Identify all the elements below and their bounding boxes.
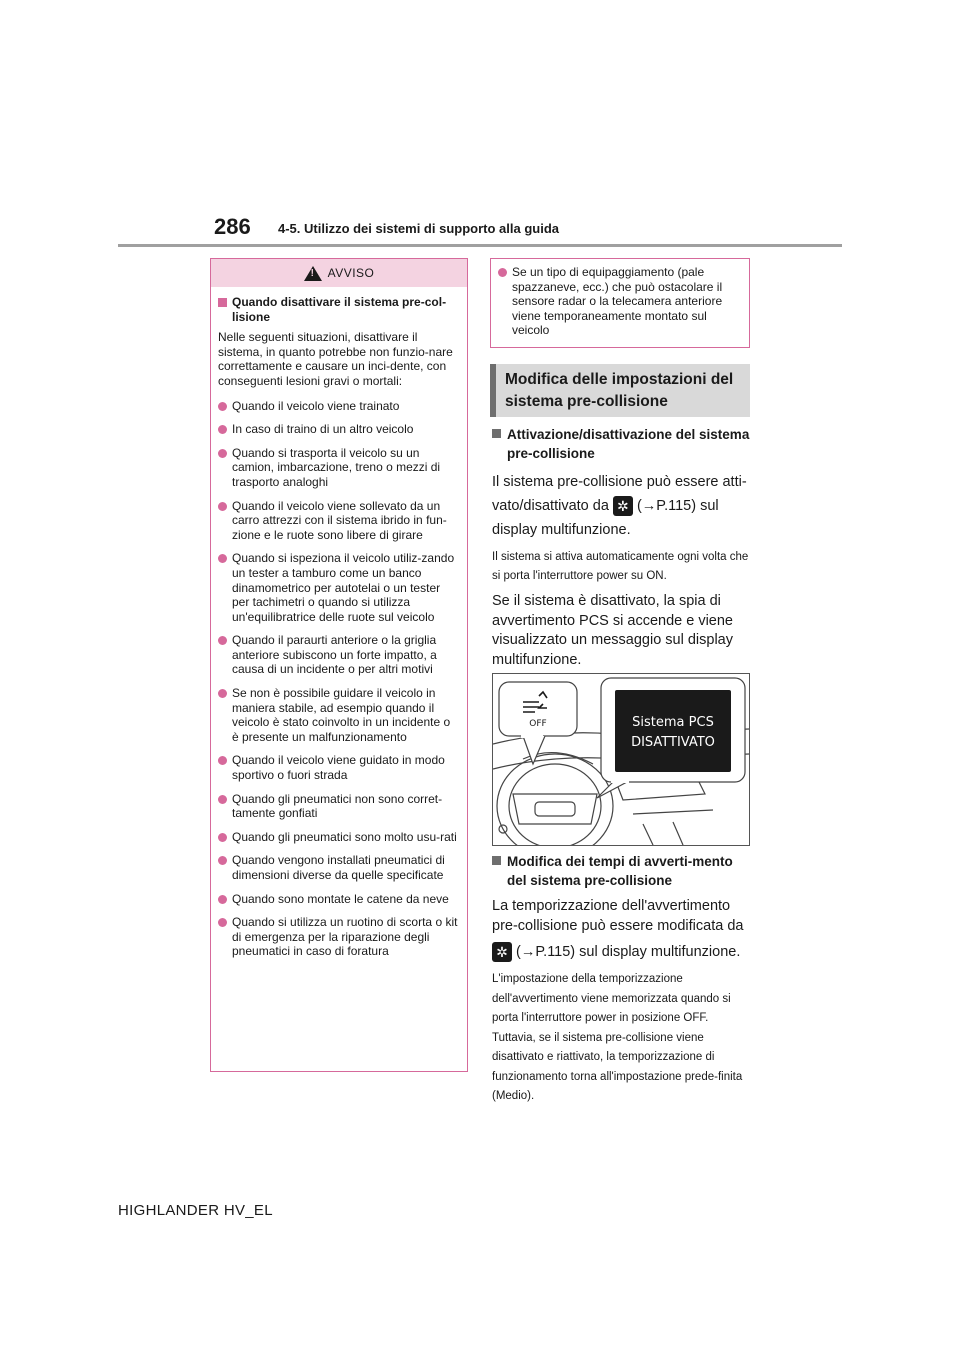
display-line-2: DISATTIVATO	[631, 735, 715, 750]
dashboard-drawing	[493, 674, 749, 845]
list-item: Quando si utilizza un ruotino di scorta o kit di emergenza per la riparazione degli pneumatici in caso di foratura	[218, 915, 459, 959]
bullet-dot-icon	[218, 636, 227, 645]
warning-intro: Nelle seguenti situazioni, disattivare il sistema, in quanto potrebbe non funzio-nare correttamente e causare un inci-dente, con conseguenti lesioni gravi o mortali:	[218, 330, 453, 388]
subsection-title: Attivazione/disattivazione del sistema pre-collisione	[492, 425, 754, 463]
list-item: Quando vengono installati pneumatici di dimensioni diverse da quelle specificate	[218, 853, 459, 882]
footer-model: HIGHLANDER HV_EL	[118, 1202, 273, 1219]
gear-icon: ✲	[613, 496, 633, 516]
paragraph: La temporizzazione dell'avvertimento pre-collisione può essere modificata da ✲ (→P.115) sul display multifunzione.	[492, 898, 744, 961]
display-screen	[615, 690, 731, 772]
list-item: In caso di traino di un altro veicolo	[218, 422, 459, 437]
section-heading: Modifica delle impostazioni del sistema pre-collisione	[490, 364, 750, 417]
header-rule	[118, 244, 842, 247]
bullet-dot-icon	[218, 756, 227, 765]
list-item: Quando si trasporta il veicolo su un camion, imbarcazione, treno o mezzi di trasporto analoghi	[218, 446, 459, 490]
bullet-dot-icon	[218, 402, 227, 411]
subsection-timing	[492, 852, 754, 1107]
page-number: 286	[214, 214, 251, 239]
bullet-dot-icon	[498, 268, 507, 277]
bullet-dot-icon	[218, 918, 227, 927]
gear-icon: ✲	[492, 942, 512, 962]
bullet-dot-icon	[218, 689, 227, 698]
dashboard-illustration	[492, 673, 750, 846]
list-item: Quando il veicolo viene sollevato da un carro attrezzi con il sistema ibrido in fun-zione e le ruote sono libere di girare	[218, 499, 459, 543]
bullet-dot-icon	[218, 554, 227, 563]
warning-label: AVVISO	[327, 266, 375, 280]
list-item: Quando gli pneumatici sono molto usu-rati	[218, 830, 459, 845]
list-item: Quando il veicolo viene guidato in modo sportivo o fuori strada	[218, 753, 459, 782]
display-line-1: Sistema PCS	[632, 715, 714, 730]
note: Il sistema si attiva automaticamente ogni volta che si porta l'interruttore power su ON.	[492, 551, 749, 582]
warning-triangle-icon	[304, 266, 322, 281]
icon-off-text: OFF	[529, 719, 547, 729]
warning-list	[218, 399, 459, 959]
list-item: Quando sono montate le catene da neve	[218, 892, 459, 907]
list-item: Se un tipo di equipaggiamento (pale spazzaneve, ecc.) che può ostacolare il sensore radar o la telecamera anteriore viene temporaneamente montato sul veicolo	[498, 265, 741, 338]
list-item: Quando gli pneumatici non sono corret-tamente gonfiati	[218, 792, 459, 821]
subsection-title: Modifica dei tempi di avverti-mento del sistema pre-collisione	[492, 852, 754, 890]
note: L'impostazione della temporizzazione dell'avvertimento viene memorizzata quando si porta l'interruttore power in posizione OFF. Tuttavia, se il sistema pre-collisione viene disattivato e riattivato, la temporizzazione di funzionamento torna all'impostazione prede-finita (Medio).	[492, 973, 743, 1103]
list-item: Se non è possibile guidare il veicolo in maniera stabile, ad esempio quando il veicolo è stato coinvolto in un incidente o è presente un malfunzionamento	[218, 686, 459, 744]
section-title: 4-5. Utilizzo dei sistemi di supporto alla guida	[278, 221, 559, 236]
list-item: Quando il paraurti anteriore o la griglia anteriore subiscono un forte impatto, a causa di un incidente o per altri motivi	[218, 633, 459, 677]
bullet-dot-icon	[218, 795, 227, 804]
bullet-dot-icon	[218, 856, 227, 865]
paragraph: Il sistema pre-collisione può essere atti-vato/disattivato da ✲ (→P.115) sul display multifunzione.	[492, 474, 747, 538]
bullet-dot-icon	[218, 502, 227, 511]
warning-body	[211, 287, 467, 959]
warning-subheading: Quando disattivare il sistema pre-col-lisione	[218, 295, 459, 324]
paragraph: Se il sistema è disattivato, la spia di avvertimento PCS si accende e viene visualizzato un messaggio sul display multifunzione.	[492, 593, 733, 668]
square-bullet-icon	[492, 856, 501, 865]
list-item: Quando si ispeziona il veicolo utiliz-zando un tester a tamburo come un banco dinamometrico per autotelai o un tester per tachimetri o quando si utilizza un'equilibratrice delle ruote sul veicolo	[218, 551, 459, 624]
bullet-dot-icon	[218, 449, 227, 458]
square-bullet-icon	[218, 298, 227, 307]
bullet-dot-icon	[218, 833, 227, 842]
warning-header	[211, 259, 467, 287]
list-item: Quando il veicolo viene trainato	[218, 399, 459, 414]
square-bullet-icon	[492, 429, 501, 438]
warning-continuation-box	[490, 258, 750, 348]
bullet-dot-icon	[218, 425, 227, 434]
subsection-activation	[492, 425, 754, 670]
bullet-dot-icon	[218, 895, 227, 904]
warning-box	[210, 258, 468, 1072]
